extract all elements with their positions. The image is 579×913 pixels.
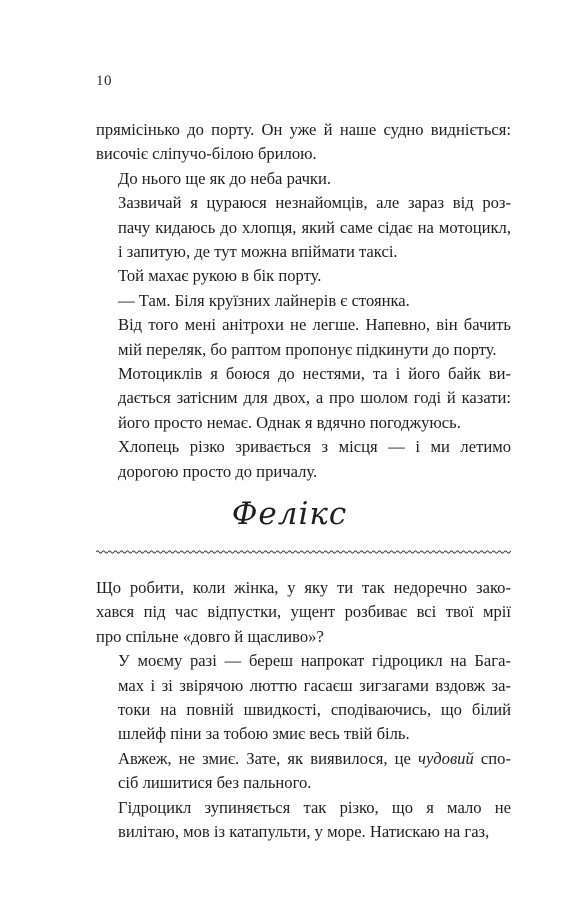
chapter-title: Фелікс — [231, 496, 348, 532]
text-line: Той махає рукою в бік порту. — [118, 266, 322, 286]
text-line: Мотоциклів я боюся до нестями, та і його байк ви- — [118, 364, 511, 384]
text-line: мій переляк, бо раптом пропонує підкинути до порту. — [118, 339, 497, 359]
text-line: вилітаю, мов із катапульти, у море. Натискаю на газ, — [118, 822, 490, 842]
text-line: Від того мені анітрохи не легше. Напевно, він бачить — [118, 315, 511, 335]
text-line: дається затісним для двох, а про шолом годі й казати: — [118, 388, 511, 408]
text-line: До нього ще як до неба рачки. — [118, 168, 332, 188]
paragraph — [96, 747, 511, 796]
text-line: височіє сліпучо-білою брилою. — [96, 144, 317, 164]
text-line: сіб лишитися без пального. — [118, 773, 312, 793]
paragraph — [96, 362, 511, 435]
paragraph — [96, 264, 511, 288]
paragraph — [96, 118, 511, 167]
wavy-divider — [96, 547, 511, 557]
text-line: У моєму разі — береш напрокат гідроцикл на Бага- — [118, 651, 511, 671]
paragraph — [96, 313, 511, 362]
text-line: Що робити, коли жінка, у яку ти так недоречно зако- — [96, 578, 511, 597]
paragraph — [96, 649, 511, 747]
text-line: — Там. Біля круїзних лайнерів є стоянка. — [118, 290, 410, 310]
text-line: шлейф піни за тобою змиє весь твій біль. — [118, 724, 410, 744]
text-line: і запитую, де тут можна впіймати таксі. — [118, 242, 398, 262]
text-line: хався під час відпустки, ущент розбиває всі твої мрії — [96, 602, 511, 622]
paragraph — [96, 289, 511, 313]
text-line: мах і зі звірячою люттю гасаєш зигзагами вздовж за- — [118, 675, 511, 695]
text-line: пачу кидаюсь до хлопця, який саме сідає на мотоцикл, — [118, 217, 511, 237]
text-line: Хлопець різко зривається з місця — і ми летимо — [118, 437, 511, 457]
text-block-top — [96, 118, 511, 484]
paragraph — [96, 796, 511, 845]
text-line: токи на повній швидкості, сподіваючись, що білий — [118, 700, 511, 720]
paragraph — [96, 167, 511, 191]
text-line: прямісінько до порту. Он уже й наше судно видніється: — [96, 120, 511, 139]
text-line: Зазвичай я цураюся незнайомців, але зараз від роз- — [118, 193, 511, 213]
text-block-bottom — [96, 576, 511, 844]
paragraph — [96, 576, 511, 649]
text-line: дорогою просто до причалу. — [118, 461, 318, 481]
text-line: Авжеж, не змиє. Зате, як виявилося, це чудовий спо- — [118, 748, 511, 768]
paragraph — [96, 435, 511, 484]
text-line: про спільне «довго й щасливо»? — [96, 626, 324, 646]
text-line: його просто немає. Однак я вдячно погоджуюсь. — [118, 412, 461, 432]
text-line: Гідроцикл зупиняється так різко, що я мало не — [118, 797, 511, 817]
page-number: 10 — [96, 73, 112, 89]
paragraph — [96, 191, 511, 264]
